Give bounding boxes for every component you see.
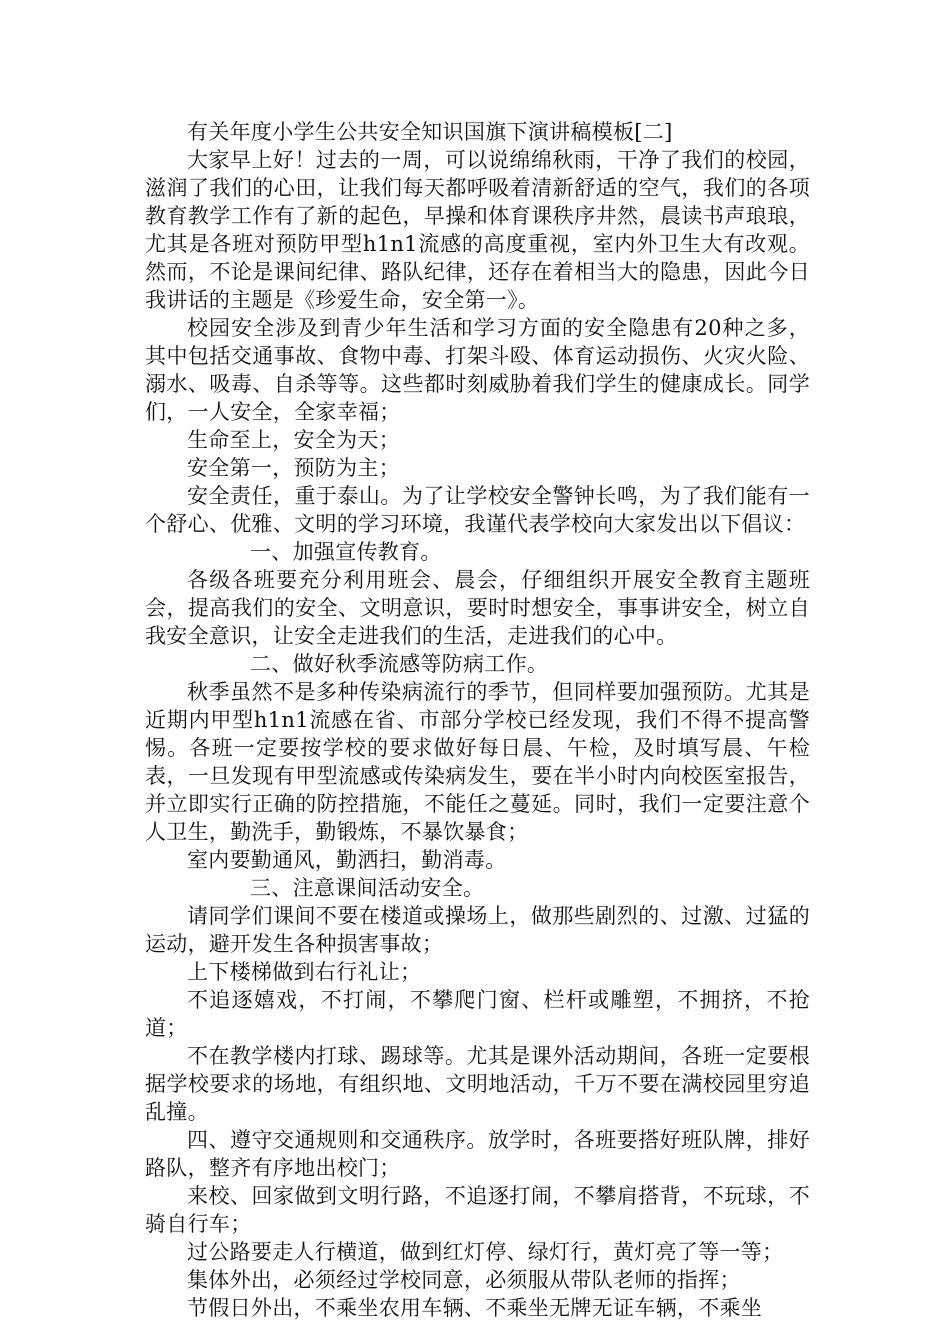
paragraph: 请同学们课间不要在楼道或操场上，做那些剧烈的、过激、过猛的运动，避开发生各种损害事故； <box>145 904 810 956</box>
document-title: 有关年度小学生公共安全知识国旗下演讲稿模板[二] <box>187 120 673 144</box>
paragraph: 四、遵守交通规则和交通秩序。放学时，各班要搭好班队牌，排好路队，整齐有序地出校门； <box>145 1128 810 1180</box>
paragraph: 安全第一，预防为主； <box>187 456 400 480</box>
section-heading: 一、加强宣传教育。 <box>250 540 442 564</box>
paragraph: 上下楼梯做到右行礼让； <box>187 960 422 984</box>
paragraph: 校园安全涉及到青少年生活和学习方面的安全隐患有20种之多，其中包括交通事故、食物中毒、打架斗殴、体育运动损伤、火灾火险、溺水、吸毒、自杀等等。这些都时刻威胁着我们学生的健康成长。同学们，一人安全，全家幸福； <box>145 316 810 424</box>
paragraph: 不追逐嬉戏，不打闹，不攀爬门窗、栏杆或雕塑，不拥挤，不抢道； <box>145 988 810 1040</box>
paragraph: 不在教学楼内打球、踢球等。尤其是课外活动期间，各班一定要根据学校要求的场地，有组织地、文明地活动，千万不要在满校园里穷追乱撞。 <box>145 1044 810 1124</box>
paragraph: 生命至上，安全为天； <box>187 428 400 452</box>
paragraph: 集体外出，必须经过学校同意，必须服从带队老师的指挥； <box>187 1268 741 1292</box>
paragraph: 节假日外出，不乘坐农用车辆、不乘坐无牌无证车辆，不乘坐 <box>187 1296 763 1320</box>
section-heading: 三、注意课间活动安全。 <box>250 876 485 900</box>
document-body <box>145 118 810 1322</box>
paragraph: 来校、回家做到文明行路，不追逐打闹，不攀肩搭背，不玩球，不骑自行车； <box>145 1184 810 1236</box>
paragraph: 大家早上好！过去的一周，可以说绵绵秋雨，干净了我们的校园，滋润了我们的心田，让我们每天都呼吸着清新舒适的空气，我们的各项教育教学工作有了新的起色，早操和体育课秩序井然，晨读书声琅琅，尤其是各班对预防甲型h1n1流感的高度重视，室内外卫生大有改观。然而，不论是课间纪律、路队纪律，还存在着相当大的隐患，因此今日我讲话的主题是《珍爱生命，安全第一》。 <box>145 148 810 312</box>
section-heading: 二、做好秋季流感等防病工作。 <box>250 652 549 676</box>
paragraph: 各级各班要充分利用班会、晨会，仔细组织开展安全教育主题班会，提高我们的安全、文明意识，要时时想安全，事事讲安全，树立自我安全意识，让安全走进我们的生活，走进我们的心中。 <box>145 568 810 648</box>
paragraph: 秋季虽然不是多种传染病流行的季节，但同样要加强预防。尤其是近期内甲型h1n1流感在省、市部分学校已经发现，我们不得不提高警惕。各班一定要按学校的要求做好每日晨、午检，及时填写晨、午检表，一旦发现有甲型流感或传染病发生，要在半小时内向校医室报告，并立即实行正确的防控措施，不能任之蔓延。同时，我们一定要注意个人卫生，勤洗手，勤锻炼，不暴饮暴食； <box>145 680 810 844</box>
paragraph: 过公路要走人行横道，做到红灯停、绿灯行，黄灯亮了等一等； <box>187 1240 784 1264</box>
paragraph-list <box>145 146 810 1322</box>
paragraph: 室内要勤通风，勤洒扫，勤消毒。 <box>187 848 507 872</box>
paragraph: 安全责任，重于泰山。为了让学校安全警钟长鸣，为了我们能有一个舒心、优雅、文明的学习环境，我谨代表学校向大家发出以下倡议： <box>145 484 810 536</box>
